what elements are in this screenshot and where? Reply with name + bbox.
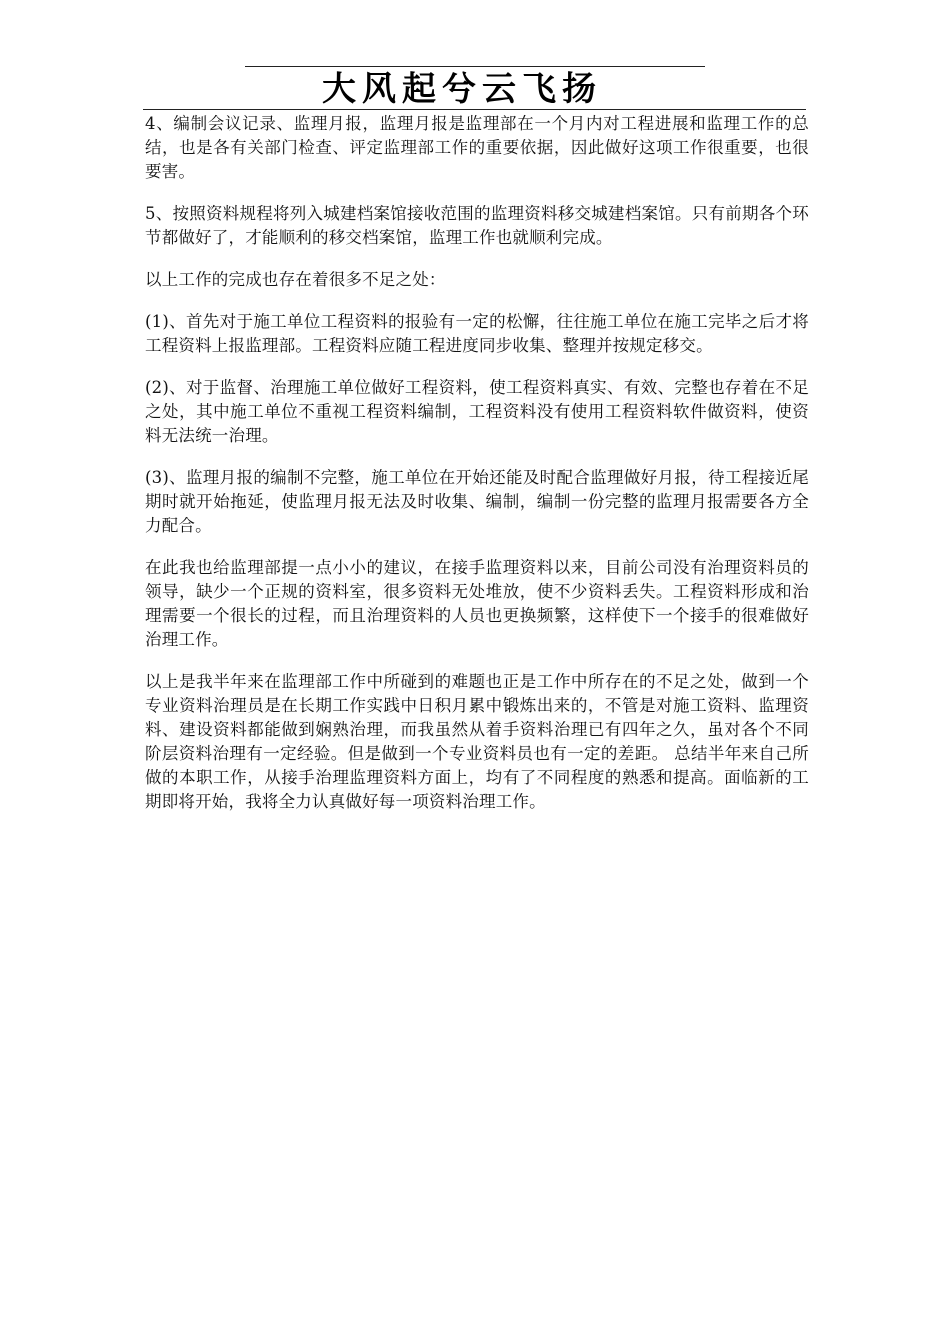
paragraph-suggestion: 在此我也给监理部提一点小小的建议，在接手监理资料以来，目前公司没有治理资料员的领导，缺少一个正规的资料室，很多资料无处堆放，使不少资料丢失。工程资料形成和治理需要一个很长的过程，而且治理资料的人员也更换频繁，这样使下一个接手的很难做好治理工作。	[145, 558, 809, 649]
paragraph-shortcomings-intro: 以上工作的完成也存在着很多不足之处：	[145, 270, 446, 289]
paragraph-item-4: 4、编制会议记录、监理月报，监理月报是监理部在一个月内对工程进展和监理工作的总结，也是各有关部门检查、评定监理部工作的重要依据，因此做好这项工作很重要，也很要害。	[145, 114, 809, 181]
header-top-rule	[245, 66, 705, 67]
paragraph-shortcoming-2: (2)、对于监督、治理施工单位做好工程资料，使工程资料真实、有效、完整也存着在不足之处，其中施工单位不重视工程资料编制，工程资料没有使用工程资料软件做资料，使资料无法统一治理。	[145, 378, 809, 445]
header-bottom-rule	[143, 109, 806, 110]
page-header	[0, 0, 950, 112]
document-body	[145, 112, 809, 832]
paragraph-shortcoming-1: (1)、首先对于施工单位工程资料的报验有一定的松懈，往往施工单位在施工完毕之后才将工程资料上报监理部。工程资料应随工程进度同步收集、整理并按规定移交。	[145, 312, 809, 355]
header-calligraphy-title: 大风起兮云飞扬	[322, 69, 602, 109]
paragraph-shortcoming-3: (3)、监理月报的编制不完整，施工单位在开始还能及时配合监理做好月报，待工程接近尾期时就开始拖延，使监理月报无法及时收集、编制，编制一份完整的监理月报需要各方全力配合。	[145, 468, 809, 535]
paragraph-summary: 以上是我半年来在监理部工作中所碰到的难题也正是工作中所存在的不足之处，做到一个专业资料治理员是在长期工作实践中日积月累中锻炼出来的，不管是对施工资料、监理资料、建设资料都能做到娴熟治理，而我虽然从着手资料治理已有四年之久，虽对各个不同阶层资料治理有一定经验。但是做到一个专业资料员也有一定的差距。 总结半年来自己所做的本职工作，从接手治理监理资料方面上，均有了不同程度的熟悉和提高。面临新的工期即将开始，我将全力认真做好每一项资料治理工作。	[145, 672, 809, 811]
paragraph-item-5: 5、按照资料规程将列入城建档案馆接收范围的监理资料移交城建档案馆。只有前期各个环节都做好了，才能顺利的移交档案馆，监理工作也就顺利完成。	[145, 204, 809, 247]
